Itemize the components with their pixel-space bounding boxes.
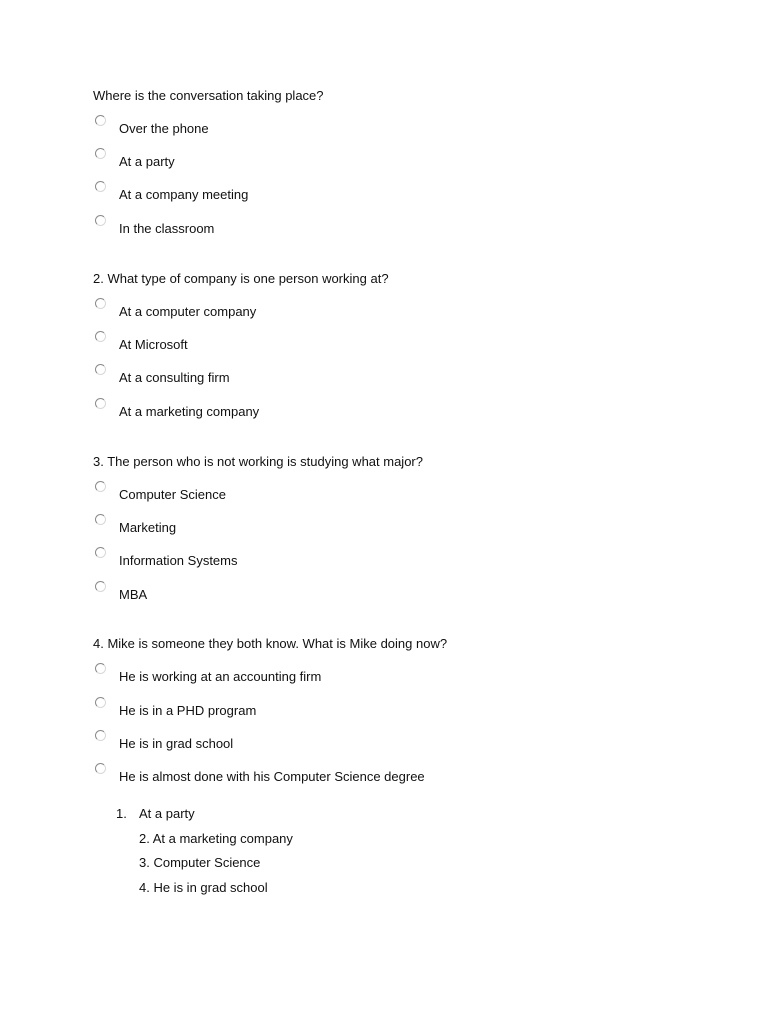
option-label: Computer Science bbox=[119, 487, 226, 502]
option-label: He is almost done with his Computer Science degree bbox=[119, 769, 425, 784]
radio-button[interactable] bbox=[95, 514, 106, 525]
option-label: Information Systems bbox=[119, 553, 238, 568]
radio-button[interactable] bbox=[95, 697, 106, 708]
radio-button[interactable] bbox=[95, 763, 106, 774]
radio-button[interactable] bbox=[95, 663, 106, 674]
option-label: In the classroom bbox=[119, 221, 215, 236]
question-3-text: 3. The person who is not working is studying what major? bbox=[93, 454, 423, 469]
radio-button[interactable] bbox=[95, 581, 106, 592]
option-label: He is in a PHD program bbox=[119, 703, 257, 718]
radio-button[interactable] bbox=[95, 364, 106, 375]
question-2-text: 2. What type of company is one person working at? bbox=[93, 271, 389, 286]
option-label: At a party bbox=[119, 154, 175, 169]
radio-button[interactable] bbox=[95, 730, 106, 741]
radio-button[interactable] bbox=[95, 215, 106, 226]
answer-2-text: 2. At a marketing company bbox=[139, 831, 293, 846]
radio-button[interactable] bbox=[95, 298, 106, 309]
radio-button[interactable] bbox=[95, 331, 106, 342]
option-label: MBA bbox=[119, 587, 148, 602]
radio-button[interactable] bbox=[95, 148, 106, 159]
answer-1-text: At a party bbox=[139, 806, 195, 821]
radio-button[interactable] bbox=[95, 181, 106, 192]
option-label: He is in grad school bbox=[119, 736, 234, 751]
answer-1-number: 1. bbox=[116, 806, 127, 821]
option-label: At a marketing company bbox=[119, 404, 260, 419]
question-1-text: Where is the conversation taking place? bbox=[93, 88, 324, 103]
radio-button[interactable] bbox=[95, 398, 106, 409]
option-label: Marketing bbox=[119, 520, 177, 535]
option-label: At Microsoft bbox=[119, 337, 188, 352]
answer-4-text: 4. He is in grad school bbox=[139, 880, 268, 895]
radio-button[interactable] bbox=[95, 481, 106, 492]
answer-3-text: 3. Computer Science bbox=[139, 855, 261, 870]
radio-button[interactable] bbox=[95, 547, 106, 558]
question-4-text: 4. Mike is someone they both know. What is Mike doing now? bbox=[93, 636, 448, 651]
radio-button[interactable] bbox=[95, 115, 106, 126]
option-label: Over the phone bbox=[119, 121, 209, 136]
option-label: At a company meeting bbox=[119, 187, 249, 202]
option-label: At a computer company bbox=[119, 304, 257, 319]
option-label: He is working at an accounting firm bbox=[119, 669, 322, 684]
option-label: At a consulting firm bbox=[119, 370, 230, 385]
